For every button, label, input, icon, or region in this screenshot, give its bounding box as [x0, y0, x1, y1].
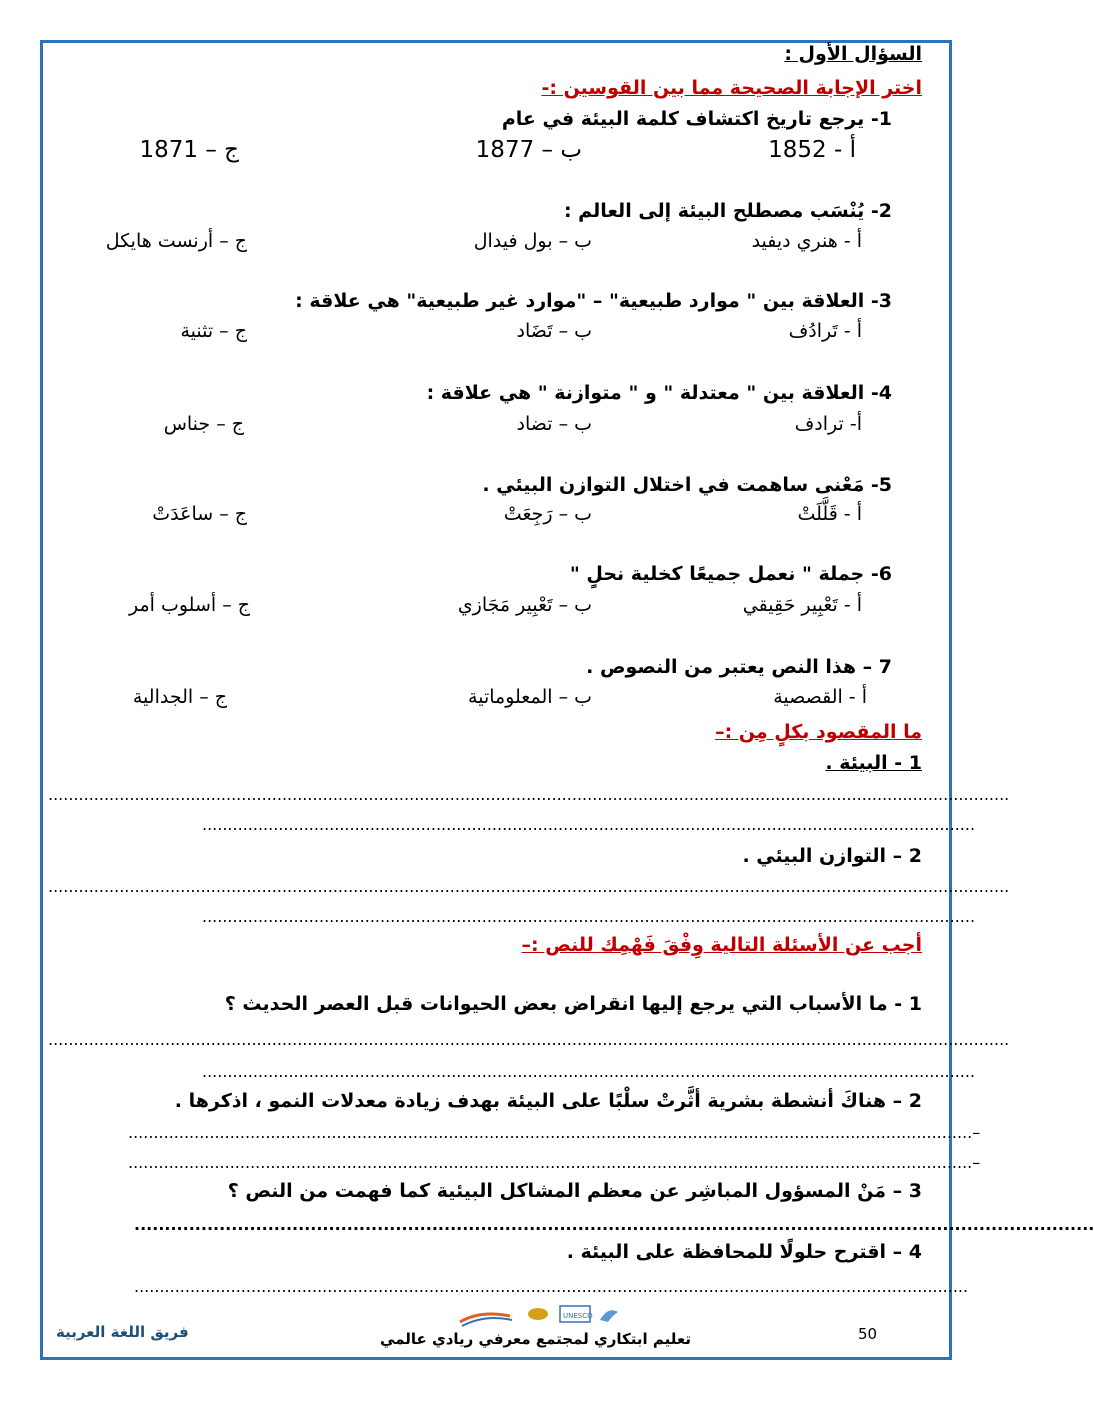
- page-number: 50: [858, 1325, 878, 1343]
- q2-option-a: أ - هنري ديفيد: [751, 230, 862, 252]
- comprehension-question-1: 1 - ما الأسباب التي يرجع إليها انقراض بعض الحيوانات قبل العصر الحديث ؟: [224, 993, 922, 1015]
- question-1: 1- يرجع تاريخ اكتشاف كلمة البيئة في عام: [501, 108, 892, 130]
- question-6: 6- جملة " نعمل جميعًا كخلية نحلٍ ": [569, 563, 892, 585]
- definition-1-label: 1 - البيئة .: [825, 752, 922, 774]
- answer-line[interactable]: ........................................................................................................................................................: [202, 815, 976, 834]
- q2-option-b: ب – بول فيدال: [473, 230, 592, 252]
- logos-icon: [440, 1302, 630, 1328]
- answer-line[interactable]: .............................................................................................................................................................................................: [48, 1030, 1010, 1049]
- definitions-heading: ما المقصود بكلٍ مِن :–: [715, 721, 922, 743]
- q7-option-b: ب – المعلوماتية: [468, 686, 592, 708]
- answer-line[interactable]: ........................................................................................................................................................: [202, 907, 976, 926]
- instruction-heading: اختر الإجابة الصحيحة مما بين القوسين :-: [541, 77, 922, 99]
- q1-option-a: أ - 1852: [768, 137, 856, 163]
- q3-option-a: أ - تَرادُف: [788, 320, 862, 342]
- q6-option-b: ب – تَعْبِير مَجَازي: [457, 594, 592, 616]
- answer-line[interactable]: .............................................................................................................................................................................................: [48, 877, 1010, 896]
- answer-line[interactable]: ......................................................................................................................................................................–: [128, 1123, 981, 1142]
- q6-option-c: ج – أسلوب أمر: [128, 594, 250, 616]
- q1-option-b: ب – 1877: [475, 137, 582, 163]
- footer-slogan: تعليم ابتكاري لمجتمع معرفي ريادي عالمي: [380, 1330, 691, 1348]
- answer-line[interactable]: ....................................................................................................................................................................: [134, 1277, 969, 1296]
- comprehension-question-4: 4 – اقترح حلولًا للمحافظة على البيئة .: [566, 1241, 922, 1263]
- comprehension-question-3: 3 – مَنْ المسؤول المباشِر عن معظم المشاكل البيئية كما فهمت من النص ؟: [227, 1180, 922, 1202]
- footer-team: فريق اللغة العربية: [56, 1323, 189, 1341]
- q2-option-c: ج – أرنست هايكل: [105, 230, 247, 252]
- question-one-title: السؤال الأول :: [784, 43, 922, 65]
- question-4: 4- العلاقة بين " معتدلة " و " متوازنة " هي علاقة :: [426, 382, 892, 404]
- q4-option-c: ج – جناس: [163, 413, 244, 435]
- svg-text:UNESCO: UNESCO: [563, 1312, 593, 1320]
- q5-option-a: أ - قَلَّلَتْ: [797, 503, 862, 525]
- q5-option-b: ب – رَجِعَتْ: [503, 503, 592, 525]
- q7-option-c: ج – الجدالية: [132, 686, 227, 708]
- comprehension-heading: أجب عن الأسئلة التالية وِفْقَ فَهْمِك للنص :–: [521, 934, 922, 956]
- q4-option-b: ب – تضاد: [516, 413, 592, 435]
- question-5: 5- مَعْنى ساهمت في اختلال التوازن البيئي .: [482, 474, 892, 496]
- answer-line[interactable]: ..............................................................................................................................................................: [134, 1215, 1094, 1234]
- q4-option-a: أ- ترادف: [794, 413, 862, 435]
- q3-option-b: ب – تَضَاد: [516, 320, 592, 342]
- q5-option-c: ج – ساعَدَتْ: [152, 503, 247, 525]
- q1-option-c: ج – 1871: [139, 137, 239, 163]
- q6-option-a: أ - تَعْبِير حَقِيقي: [742, 594, 862, 616]
- answer-line[interactable]: .............................................................................................................................................................................................: [48, 785, 1010, 804]
- q7-option-a: أ - القصصية: [773, 686, 867, 708]
- definition-2-label: 2 – التوازن البيئي .: [742, 845, 922, 867]
- answer-line[interactable]: ........................................................................................................................................................: [202, 1062, 976, 1081]
- answer-line[interactable]: ......................................................................................................................................................................–: [128, 1153, 981, 1172]
- question-7: 7 – هذا النص يعتبر من النصوص .: [586, 656, 892, 678]
- comprehension-question-2: 2 – هناكَ أنشطة بشرية أثَّرتْ سلْبًا على البيئة بهدف زيادة معدلات النمو ، اذكرها .: [174, 1090, 922, 1112]
- question-3: 3- العلاقة بين " موارد طبيعية" – "موارد غير طبيعية" هي علاقة :: [295, 290, 892, 312]
- question-2: 2- يُنْسَب مصطلح البيئة إلى العالم :: [563, 200, 892, 222]
- q3-option-c: ج – تثنية: [180, 320, 247, 342]
